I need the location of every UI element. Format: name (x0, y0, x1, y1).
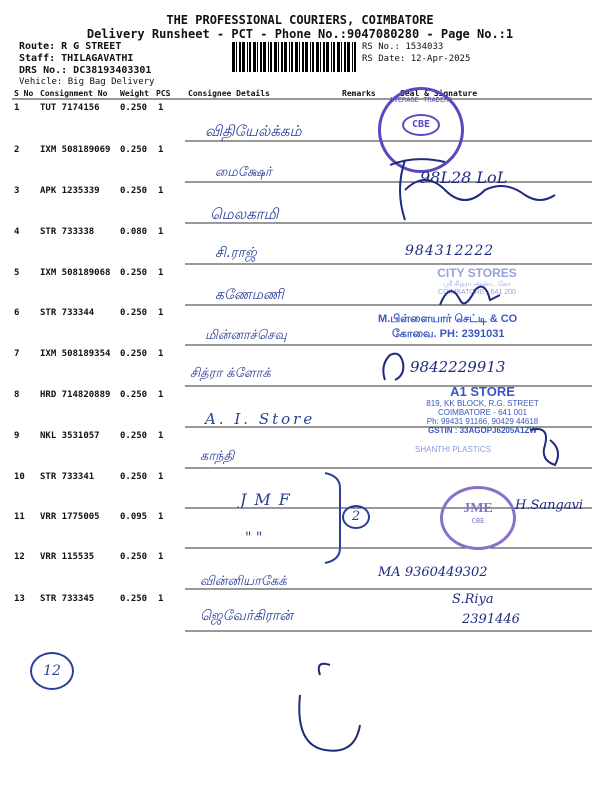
company-title: THE PROFESSIONAL COURIERS, COIMBATORE (166, 13, 434, 27)
round-seal-2 (440, 486, 516, 550)
row-weight: 0.250 (120, 431, 148, 441)
row-weight: 0.250 (120, 308, 148, 318)
col-consignee: Consignee Details (188, 89, 270, 98)
row-weight: 0.250 (120, 268, 148, 278)
row-weight: 0.250 (120, 145, 148, 155)
col-seal: Seal & Signature (400, 89, 478, 98)
row-consignment-no: STR 733344 (40, 308, 95, 318)
row-pcs: 1 (158, 308, 164, 318)
signature-scribble-row5 (430, 275, 510, 315)
row-weight: 0.250 (120, 552, 148, 562)
col-consignment: Consignment No (40, 89, 108, 98)
a1-addr1: 819, KK BLOCK, R.G. STREET (426, 399, 539, 408)
row-sno: 9 (14, 431, 20, 441)
rs-number: RS No.: 1534033 (362, 42, 444, 52)
row-consignment-no: APK 1235339 (40, 186, 100, 196)
a1-addr2: COIMBATORE - 641 001 (437, 408, 528, 417)
consignee-hw-5: கணேமணி (215, 287, 284, 303)
signature-row11: H.Sangavi (515, 498, 584, 513)
a1-phone: Ph: 99431 91166, 90429 44618 (426, 417, 539, 426)
row-weight: 0.095 (120, 512, 148, 522)
row-consignment-no: HRD 714820889 (40, 390, 111, 400)
row-sno: 4 (14, 227, 20, 237)
row-sno: 11 (14, 512, 25, 522)
consignee-hw-4: சி.ராஜ் (215, 245, 257, 261)
signature-row13-number: 2391446 (462, 612, 520, 627)
row-consignment-no: IXM 508189069 (40, 145, 111, 155)
row-weight: 0.080 (120, 227, 148, 237)
seal1-center: CBE (402, 114, 440, 136)
a1-title: A1 STORE (450, 384, 515, 399)
stores-line3: ஸ்ரீ சித்ரா அண்ட் கோ (443, 281, 511, 288)
row-pcs: 1 (158, 512, 164, 522)
consignee-hw-1: விதியேல்க்கம் (205, 122, 302, 140)
consignee-hw-2: மைக்ஷேர் (215, 165, 272, 180)
row-sno: 10 (14, 472, 25, 482)
consignee-hw-6: மின்னாச்செவு (205, 328, 287, 343)
row-sno: 3 (14, 186, 20, 196)
row-pcs: 1 (158, 268, 164, 278)
row-pcs: 1 (158, 472, 164, 482)
tamil-stamp-line2: கோவை. PH: 2391031 (392, 328, 505, 340)
signature-row2: 98L28 LoL (420, 168, 508, 187)
shanthi-stamp: SHANTHI PLASTICS (415, 445, 492, 454)
row-weight: 0.250 (120, 186, 148, 196)
signature-row7: 9842229913 (410, 358, 506, 376)
consignee-hw-11: " " (245, 530, 263, 546)
signature-row4: 984312222 (405, 243, 495, 259)
seal2-bottom: CBE (471, 517, 485, 525)
row-pcs: 1 (158, 349, 164, 359)
row-consignment-no: VRR 115535 (40, 552, 95, 562)
bottom-circle-mark: 12 (30, 652, 74, 690)
route-label: Route: R G STREET (19, 41, 122, 52)
seal2-top: JME (463, 501, 493, 516)
signature-scribble-row7 (375, 345, 415, 385)
row-weight: 0.250 (120, 103, 148, 113)
row-pcs: 1 (158, 431, 164, 441)
col-pcs: PCS (156, 89, 171, 98)
row-pcs: 1 (158, 186, 164, 196)
runsheet-subtitle: Delivery Runsheet - PCT - Phone No.:9047080280 - Page No.:1 (86, 27, 514, 41)
row-pcs: 1 (158, 594, 164, 604)
consignee-hw-9: காந்தி (200, 449, 235, 464)
col-remarks: Remarks (342, 89, 376, 98)
consignee-hw-8: A. I. Store (205, 410, 316, 428)
row-pcs: 1 (158, 552, 164, 562)
consignee-hw-13: ஜெவேர்கிரான் (200, 608, 293, 624)
consignee-hw-3: மெலகாமி (210, 205, 279, 223)
signature-row13-name: S.Riya (452, 592, 494, 607)
row-weight: 0.250 (120, 594, 148, 604)
remark-circle: 2 (342, 505, 370, 529)
row-weight: 0.250 (120, 349, 148, 359)
row-consignment-no: VRR 1775005 (40, 512, 100, 522)
a1-gstin: GSTIN : 33AGOPJ6205A1ZW (428, 426, 537, 435)
row-weight: 0.250 (120, 472, 148, 482)
rs-date: RS Date: 12-Apr-2025 (362, 54, 471, 64)
row-weight: 0.250 (120, 390, 148, 400)
row-sno: 6 (14, 308, 20, 318)
signature-row12: MA 9360449302 (378, 565, 488, 580)
vehicle-label: Vehicle: Big Bag Delivery (19, 77, 155, 87)
row-pcs: 1 (158, 390, 164, 400)
row-consignment-no: STR 733338 (40, 227, 95, 237)
row-consignment-no: IXM 508189068 (40, 268, 111, 278)
consignee-hw-10: JMF (240, 490, 298, 509)
row-sno: 2 (14, 145, 20, 155)
consignee-hw-7: சித்ரா க்ளோக் (190, 366, 271, 381)
staff-label: Staff: THILAGAVATHI (19, 53, 134, 64)
row-sno: 1 (14, 103, 20, 113)
row-pcs: 1 (158, 103, 164, 113)
row-consignment-no: NKL 3531057 (40, 431, 100, 441)
row-sno: 7 (14, 349, 20, 359)
row-sno: 12 (14, 552, 25, 562)
signature-scribble-row3 (385, 150, 565, 230)
stores-line2: COIMBATORE - 641 200 (438, 289, 516, 296)
tamil-stamp-line1: M.பிள்ளையார் செட்டி & CO (378, 313, 518, 325)
row-pcs: 1 (158, 227, 164, 237)
row-sno: 5 (14, 268, 20, 278)
row-consignment-no: STR 733341 (40, 472, 95, 482)
bottom-scribble (285, 655, 375, 765)
row-consignment-no: IXM 508189354 (40, 349, 111, 359)
row-consignment-no: STR 733345 (40, 594, 95, 604)
row-sno: 8 (14, 390, 20, 400)
row-pcs: 1 (158, 145, 164, 155)
col-weight: Weight (120, 89, 149, 98)
signature-scribble-row9 (525, 420, 565, 470)
drs-number: DRS No.: DC38193403301 (19, 65, 152, 76)
consignee-hw-12: வின்னியாகேக் (200, 574, 287, 589)
row-consignment-no: TUT 7174156 (40, 103, 100, 113)
row-sno: 13 (14, 594, 25, 604)
stores-line1: CITY STORES (437, 266, 517, 280)
col-sno: S No (14, 89, 34, 98)
seal1-ring-text: AVERAGE TRADERS (389, 96, 453, 104)
